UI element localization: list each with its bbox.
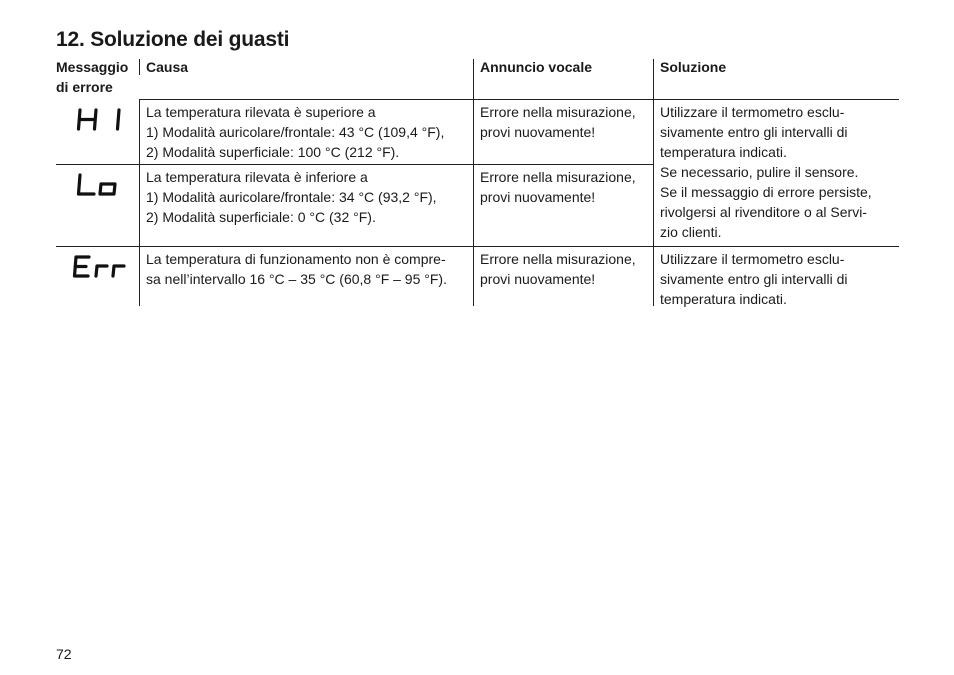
display-err-icon xyxy=(72,255,130,279)
row-1-causa-line3: 2) Modalità superficiale: 100 °C (212 °F). xyxy=(146,144,400,160)
row-2-causa-line3: 2) Modalità superficiale: 0 °C (32 °F). xyxy=(146,209,376,225)
solution-line5: Se il messaggio di errore persiste, xyxy=(660,184,872,200)
display-lo-icon xyxy=(76,173,126,197)
row-3-annuncio xyxy=(480,249,636,289)
solution-rows-1-2 xyxy=(660,102,872,242)
row-2-annuncio xyxy=(480,167,636,207)
row-divider-1 xyxy=(56,164,654,165)
solution-line4: Se necessario, pulire il sensore. xyxy=(660,164,859,180)
row-3-annuncio-line1: Errore nella misurazione, xyxy=(480,251,636,267)
row-3-causa-line1: La temperatura di funzionamento non è compre- xyxy=(146,251,446,267)
solution-line1: Utilizzare il termometro esclu- xyxy=(660,104,845,120)
row-2-annuncio-line1: Errore nella misurazione, xyxy=(480,169,636,185)
row-2-causa xyxy=(146,167,437,227)
solution-row-3-line3: temperatura indicati. xyxy=(660,291,787,307)
solution-line7: zio clienti. xyxy=(660,224,722,240)
header-messaggio-line1: Messaggio xyxy=(56,59,129,75)
header-underline xyxy=(139,99,899,100)
solution-line3: temperatura indicati. xyxy=(660,144,787,160)
page-number: 72 xyxy=(56,646,72,662)
header-messaggio-line2: di errore xyxy=(56,79,113,95)
header-messaggio xyxy=(56,57,128,97)
row-1-annuncio-line1: Errore nella misurazione, xyxy=(480,104,636,120)
row-1-causa-line1: La temperatura rilevata è superiore a xyxy=(146,104,376,120)
row-2-causa-line2: 1) Modalità auricolare/frontale: 34 °C (93,2 °F), xyxy=(146,189,437,205)
solution-line6: rivolgersi al rivenditore o al Servi- xyxy=(660,204,867,220)
header-causa: Causa xyxy=(146,59,189,75)
row-3-annuncio-line2: provi nuovamente! xyxy=(480,271,596,287)
solution-row-3-line2: sivamente entro gli intervalli di xyxy=(660,271,848,287)
row-divider-2 xyxy=(56,246,899,247)
header-annuncio: Annuncio vocale xyxy=(480,59,593,75)
page-title: 12. Soluzione dei guasti xyxy=(56,28,290,51)
column-divider-soluzione xyxy=(653,59,654,306)
solution-line2: sivamente entro gli intervalli di xyxy=(660,124,848,140)
row-3-causa-line2: sa nell’intervallo 16 °C – 35 °C (60,8 °F – 95 °F). xyxy=(146,271,447,287)
row-1-annuncio xyxy=(480,102,636,142)
solution-row-3-line1: Utilizzare il termometro esclu- xyxy=(660,251,845,267)
row-2-annuncio-line2: provi nuovamente! xyxy=(480,189,596,205)
column-divider-annuncio xyxy=(473,59,474,306)
row-3-causa xyxy=(146,249,447,289)
row-1-causa-line2: 1) Modalità auricolare/frontale: 43 °C (109,4 °F), xyxy=(146,124,445,140)
row-1-causa xyxy=(146,102,444,162)
row-1-annuncio-line2: provi nuovamente! xyxy=(480,124,596,140)
display-hi-icon xyxy=(76,108,126,132)
column-divider-causa xyxy=(139,99,140,306)
row-2-causa-line1: La temperatura rilevata è inferiore a xyxy=(146,169,368,185)
header-divider-1 xyxy=(139,59,140,75)
solution-row-3 xyxy=(660,249,848,309)
header-soluzione: Soluzione xyxy=(660,59,727,75)
